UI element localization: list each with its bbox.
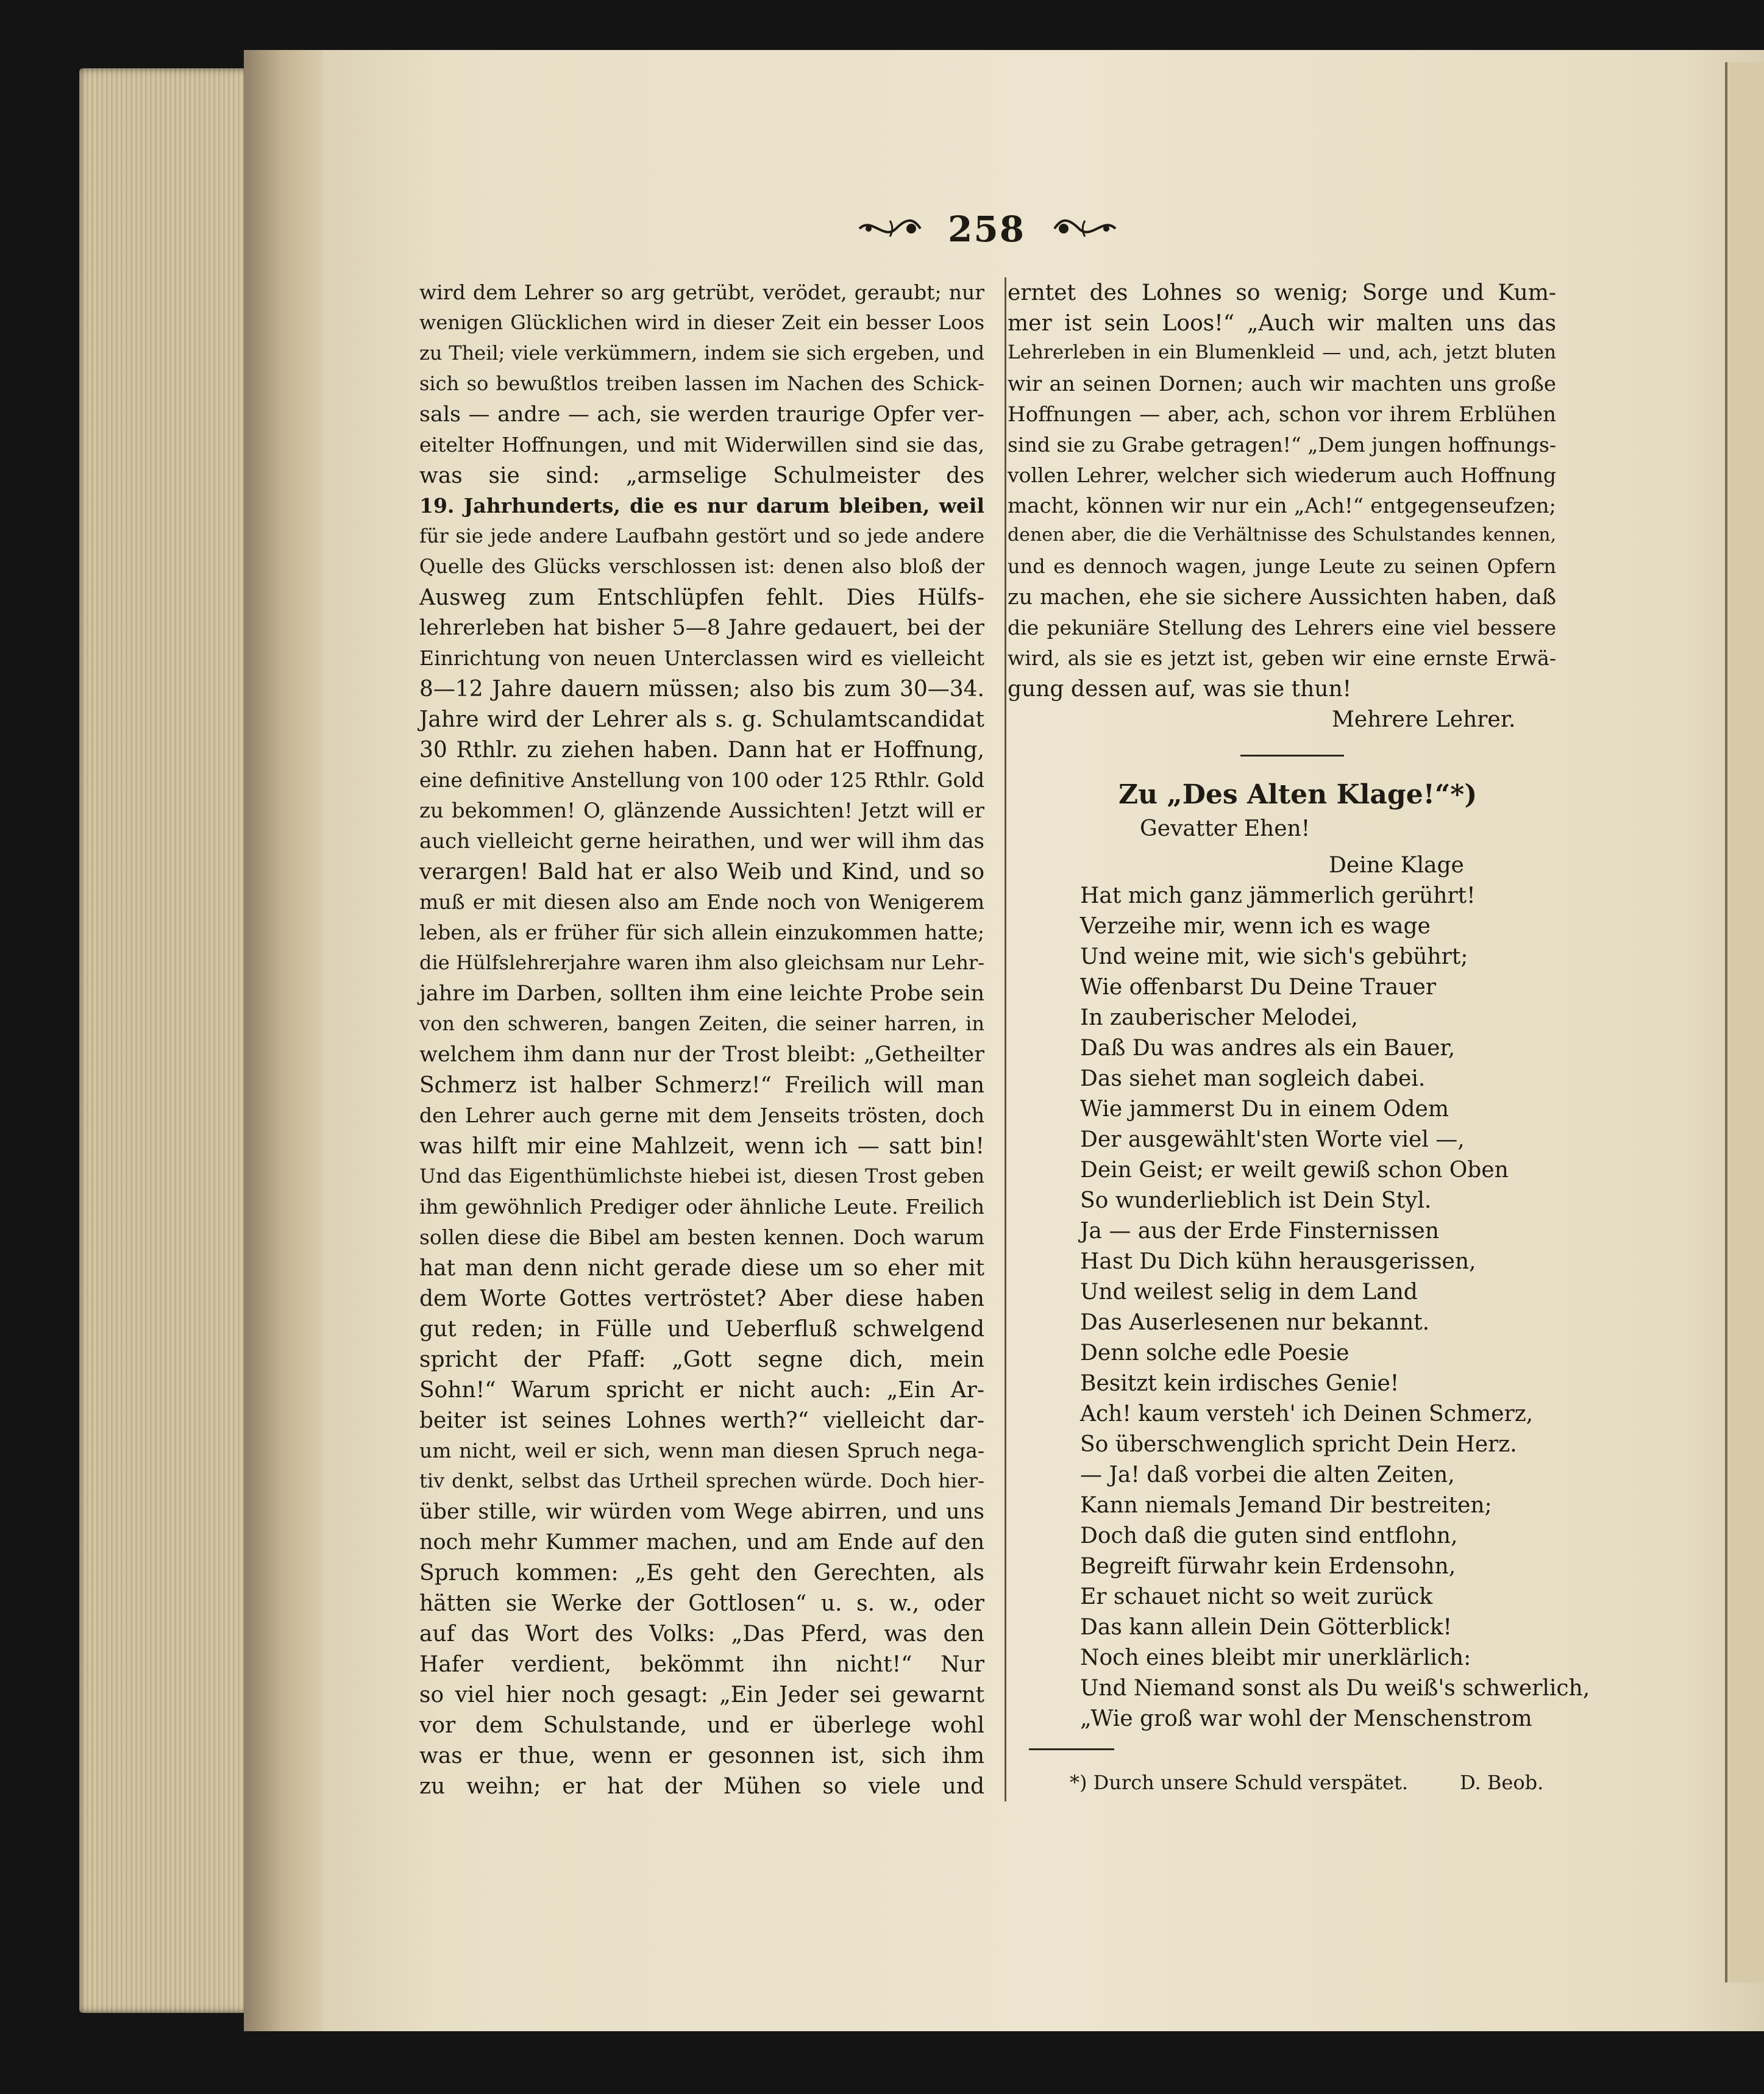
poem-line: Deine Klage [1329, 853, 1464, 878]
poem-line: Begreift fürwahr kein Erdensohn, [1080, 1554, 1456, 1579]
poem-title: Zu „Des Alten Klage!“*) [1119, 779, 1478, 810]
poem-line: Denn solche edle Poesie [1080, 1341, 1350, 1366]
text-line: noch mehr Kummer machen, und am Ende auf den [419, 1530, 984, 1554]
text-line: um nicht, weil er sich, wenn man diesen Spruch nega- [419, 1439, 984, 1462]
text-line: Schmerz ist halber Schmerz!“ Freilich will man [419, 1073, 984, 1098]
text-line: wird, als sie es jetzt ist, geben wir eine ernste Erwä- [1008, 646, 1556, 670]
text-line: was sie sind: „armselige Schulmeister des [419, 463, 984, 488]
text-line: macht, können wir nur ein „Ach!“ entgegenseufzen; [1008, 494, 1556, 518]
poem-line: Hat mich ganz jämmerlich gerührt! [1080, 883, 1476, 908]
text-line: sals — andre — ach, sie werden traurige Opfer ver- [419, 402, 984, 427]
text-line: was er thue, wenn er gesonnen ist, sich ihm [419, 1743, 984, 1768]
text-line: lehrerleben hat bisher 5—8 Jahre gedauert, bei der [419, 616, 984, 640]
text-line: für sie jede andere Laufbahn gestört und so jede andere [419, 524, 984, 547]
text-line: 8—12 Jahre dauern müssen; also bis zum 30—34. [419, 677, 984, 702]
text-line: über stille, wir würden vom Wege abirren, und uns [419, 1500, 984, 1524]
text-line: verargen! Bald hat er also Weib und Kind, und so [419, 860, 984, 885]
text-line: welchem ihm dann nur der Trost bleibt: „Getheilter [419, 1042, 984, 1067]
text-line: 19. Jahrhunderts, die es nur darum bleiben, weil [419, 494, 984, 518]
text-line: was hilft mir eine Mahlzeit, wenn ich — satt bin! [419, 1134, 984, 1159]
text-line: beiter ist seines Lohnes werth?“ vielleicht dar- [419, 1408, 984, 1433]
page-number: 258 [948, 208, 1026, 250]
page-header [847, 207, 1128, 250]
text-line: so viel hier noch gesagt: „Ein Jeder sei gewarnt [419, 1683, 984, 1708]
poem-salutation: Gevatter Ehen! [1140, 816, 1311, 841]
text-line: leben, als er früher für sich allein einzukommen hatte; [419, 921, 984, 944]
text-line: hat man denn nicht gerade diese um so eher mit [419, 1256, 984, 1281]
text-line: Jahre wird der Lehrer als s. g. Schulamtscandidat [419, 707, 984, 732]
text-line: eitelter Hoffnungen, und mit Widerwillen sind sie das, [419, 433, 984, 457]
text-line: Hafer verdient, bekömmt ihn nicht!“ Nur [419, 1652, 984, 1677]
text-line: eine definitive Anstellung von 100 oder 125 Rthlr. Gold [419, 768, 984, 792]
poem-line: Und weilest selig in dem Land [1080, 1280, 1418, 1305]
text-line: sollen diese die Bibel am besten kennen. Doch warum [419, 1225, 984, 1249]
left-ornament-icon [856, 213, 923, 244]
text-line: vollen Lehrer, welcher sich wiederum auch Hoffnung [1008, 463, 1556, 487]
poem-line: — Ja! daß vorbei die alten Zeiten, [1080, 1462, 1455, 1487]
text-line: denen aber, die die Verhältnisse des Schulstandes kennen, [1008, 524, 1556, 546]
text-line: jahre im Darben, sollten ihm eine leichte Probe sein [419, 981, 984, 1006]
text-line: auf das Wort des Volks: „Das Pferd, was den [419, 1622, 984, 1647]
text-line: ihm gewöhnlich Prediger oder ähnliche Leute. Freilich [419, 1195, 984, 1219]
text-line: Einrichtung von neuen Unterclassen wird es vielleicht [419, 646, 984, 670]
text-line: zu weihn; er hat der Mühen so viele und [419, 1774, 984, 1799]
text-line: den Lehrer auch gerne mit dem Jenseits trösten, doch [419, 1103, 984, 1127]
text-line: mer ist sein Loos!“ „Auch wir malten uns das [1008, 311, 1556, 336]
poem-line: Besitzt kein irdisches Genie! [1080, 1371, 1399, 1396]
poem-line: Wie jammerst Du in einem Odem [1080, 1097, 1449, 1122]
text-line: wenigen Glücklichen wird in dieser Zeit ein besser Loos [419, 311, 984, 334]
text-line: Quelle des Glücks verschlossen ist: denen also bloß der [419, 555, 984, 578]
poem-line: Doch daß die guten sind entflohn, [1080, 1523, 1458, 1548]
footnote-source: D. Beob. [1460, 1771, 1544, 1794]
text-line: auch vielleicht gerne heirathen, und wer will ihm das [419, 829, 984, 853]
section-rule [1240, 755, 1344, 757]
text-line: Und das Eigenthümlichste hiebei ist, diesen Trost geben [419, 1164, 984, 1188]
text-line: zu machen, ehe sie sichere Aussichten haben, daß [1008, 585, 1556, 610]
text-line: Spruch kommen: „Es geht den Gerechten, als [419, 1561, 984, 1586]
poem-line: Er schauet nicht so weit zurück [1080, 1584, 1433, 1609]
text-line: gut reden; in Fülle und Ueberfluß schwelgend [419, 1317, 984, 1342]
text-line: wird dem Lehrer so arg getrübt, verödet, geraubt; nur [419, 280, 984, 304]
poem-line: Der ausgewählt'sten Worte viel —, [1080, 1127, 1465, 1152]
text-line: hätten sie Werke der Gottlosen“ u. s. w., oder [419, 1591, 984, 1616]
poem-line: Verzeihe mir, wenn ich es wage [1080, 914, 1431, 939]
text-line: wir an seinen Dornen; auch wir machten uns große [1008, 372, 1556, 396]
text-line: spricht der Pfaff: „Gott segne dich, mein [419, 1347, 984, 1372]
poem-line: So überschwenglich spricht Dein Herz. [1080, 1432, 1517, 1457]
text-line: erntet des Lohnes so wenig; Sorge und Kum- [1008, 280, 1556, 305]
poem-line: Das Auserlesenen nur bekannt. [1080, 1310, 1430, 1335]
text-line: die pekuniäre Stellung des Lehrers eine viel bessere [1008, 616, 1556, 639]
poem-line: Und weine mit, wie sich's gebührt; [1080, 944, 1468, 969]
signature: Mehrere Lehrer. [1332, 707, 1516, 732]
footnote-text: *) Durch unsere Schuld verspätet. [1070, 1771, 1408, 1794]
text-line: gung dessen auf, was sie thun! [1008, 677, 1352, 702]
poem-line: Kann niemals Jemand Dir bestreiten; [1080, 1493, 1492, 1518]
poem-line: Wie offenbarst Du Deine Trauer [1080, 975, 1436, 1000]
poem-line: Das kann allein Dein Götterblick! [1080, 1615, 1452, 1640]
text-line: sind sie zu Grabe getragen!“ „Dem jungen hoffnungs- [1008, 433, 1556, 457]
poem-line: Noch eines bleibt mir unerklärlich: [1080, 1645, 1471, 1670]
text-line: Hoffnungen — aber, ach, schon vor ihrem Erblühen [1008, 402, 1556, 427]
text-line: zu Theil; viele verkümmern, indem sie sich ergeben, und [419, 341, 984, 365]
text-line: von den schweren, bangen Zeiten, die seiner harren, in [419, 1012, 984, 1035]
poem-line: Daß Du was andres als ein Bauer, [1080, 1036, 1456, 1061]
footnote-rule [1029, 1748, 1114, 1750]
right-ornament-icon [1051, 213, 1119, 244]
poem-line: Hast Du Dich kühn herausgerissen, [1080, 1249, 1476, 1274]
poem-line: Ach! kaum versteh' ich Deinen Schmerz, [1080, 1401, 1534, 1426]
poem-line: Ja — aus der Erde Finsternissen [1080, 1219, 1439, 1244]
poem-line: Das siehet man sogleich dabei. [1080, 1066, 1426, 1091]
poem-line: Und Niemand sonst als Du weiß's schwerlich, [1080, 1676, 1590, 1701]
text-line: die Hülfslehrerjahre waren ihm also gleichsam nur Lehr- [419, 951, 984, 974]
poem-line: „Wie groß war wohl der Menschenstrom [1080, 1706, 1532, 1731]
text-line: Ausweg zum Entschlüpfen fehlt. Dies Hülfs- [419, 585, 984, 610]
text-line: vor dem Schulstande, und er überlege wohl [419, 1713, 984, 1738]
text-line: muß er mit diesen also am Ende noch von Wenigerem [419, 890, 984, 914]
text-line: sich so bewußtlos treiben lassen im Nachen des Schick- [419, 372, 984, 395]
text-line: zu bekommen! O, glänzende Aussichten! Jetzt will er [419, 799, 984, 823]
poem-line: In zauberischer Melodei, [1080, 1005, 1358, 1030]
text-line: 30 Rthlr. zu ziehen haben. Dann hat er Hoffnung, [419, 738, 984, 763]
poem-line: Dein Geist; er weilt gewiß schon Oben [1080, 1158, 1509, 1183]
text-line: Lehrerleben in ein Blumenkleid — und, ach, jetzt bluten [1008, 341, 1556, 363]
column-divider [1005, 277, 1006, 1801]
text-line: tiv denkt, selbst das Urtheil sprechen würde. Doch hier- [419, 1469, 984, 1492]
text-line: und es dennoch wagen, junge Leute zu seinen Opfern [1008, 555, 1556, 578]
text-line: Sohn!“ Warum spricht er nicht auch: „Ein Ar- [419, 1378, 984, 1403]
text-line: dem Worte Gottes vertröstet? Aber diese haben [419, 1286, 984, 1311]
poem-line: So wunderlieblich ist Dein Styl. [1080, 1188, 1432, 1213]
